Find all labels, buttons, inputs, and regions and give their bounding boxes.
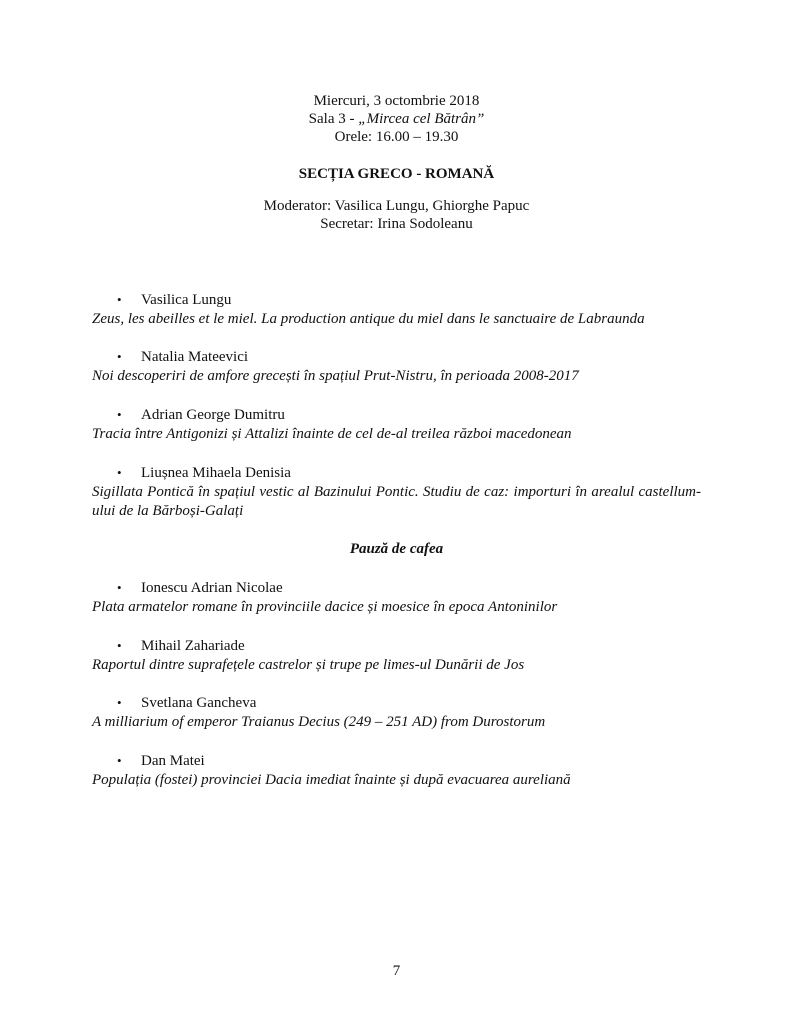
talk-author — [92, 290, 701, 310]
talk-title: Plata armatelor romane în provinciile dacice și moesice în epoca Antoninilor — [92, 599, 558, 615]
author-name: Ionescu Adrian Nicolae — [141, 580, 283, 596]
talk-title: Tracia între Antigonizi și Attalizi înainte de cel de-al treilea război macedonean — [92, 426, 572, 442]
section-title: SECȚIA GRECO - ROMANĂ — [298, 166, 495, 182]
author-name: Adrian George Dumitru — [141, 407, 285, 423]
talk-author — [92, 751, 701, 771]
coffee-break: Pauză de cafea — [349, 541, 444, 557]
author-name: Liușnea Mihaela Denisia — [141, 465, 291, 481]
talk-author — [92, 463, 701, 483]
talk-item — [92, 463, 701, 521]
talk-author — [92, 693, 701, 713]
bullet-icon: • — [117, 753, 122, 768]
author-name: Svetlana Gancheva — [141, 695, 257, 711]
talk-item — [92, 347, 701, 386]
talk-item — [92, 405, 701, 444]
author-name: Mihail Zahariade — [141, 638, 245, 654]
talk-title: Zeus, les abeilles et le miel. La production antique du miel dans le sanctuaire de Labraunda — [92, 311, 645, 327]
bullet-icon: • — [117, 407, 122, 422]
talk-title: Raportul dintre suprafețele castrelor și trupe pe limes-ul Dunării de Jos — [92, 657, 525, 673]
talk-item — [92, 578, 701, 617]
author-name: Vasilica Lungu — [141, 292, 232, 308]
bullet-icon: • — [117, 465, 122, 480]
author-name: Natalia Mateevici — [141, 349, 249, 365]
bullet-icon: • — [117, 349, 122, 364]
talk-title: A milliarium of emperor Traianus Decius (249 – 251 AD) from Durostorum — [92, 714, 546, 730]
session-venue — [0, 110, 793, 128]
talk-author — [92, 636, 701, 656]
session-staff — [0, 197, 793, 233]
talk-author — [92, 405, 701, 425]
author-name: Dan Matei — [141, 753, 205, 769]
bullet-icon: • — [117, 292, 122, 307]
talk-author — [92, 578, 701, 598]
talk-title: Sigillata Pontică în spațiul vestic al Bazinului Pontic. Studiu de caz: importuri în arealul castellum-ului de la Bărboși-Galați — [92, 484, 701, 519]
bullet-icon: • — [117, 580, 122, 595]
talk-item — [92, 751, 701, 790]
session-date: Miercuri, 3 octombrie 2018 — [313, 93, 480, 109]
bullet-icon: • — [117, 638, 122, 653]
talk-item — [92, 693, 701, 732]
talk-item — [92, 636, 701, 675]
bullet-icon: • — [117, 695, 122, 710]
page-number: 7 — [392, 963, 401, 979]
venue-name: „Mircea cel Bătrân” — [358, 111, 485, 127]
venue-prefix: Sala 3 - — [308, 111, 359, 127]
talk-item — [92, 290, 701, 329]
talk-title: Populația (fostei) provinciei Dacia imediat înainte și după evacuarea aureliană — [92, 772, 571, 788]
talk-author — [92, 347, 701, 367]
session-header — [0, 92, 793, 146]
secretary-line: Secretar: Irina Sodoleanu — [320, 216, 473, 232]
talk-title: Noi descoperiri de amfore grecești în spațiul Prut-Nistru, în perioada 2008-2017 — [92, 368, 579, 384]
moderator-line: Moderator: Vasilica Lungu, Ghiorghe Papuc — [263, 198, 530, 214]
session-hours: Orele: 16.00 – 19.30 — [334, 129, 459, 145]
